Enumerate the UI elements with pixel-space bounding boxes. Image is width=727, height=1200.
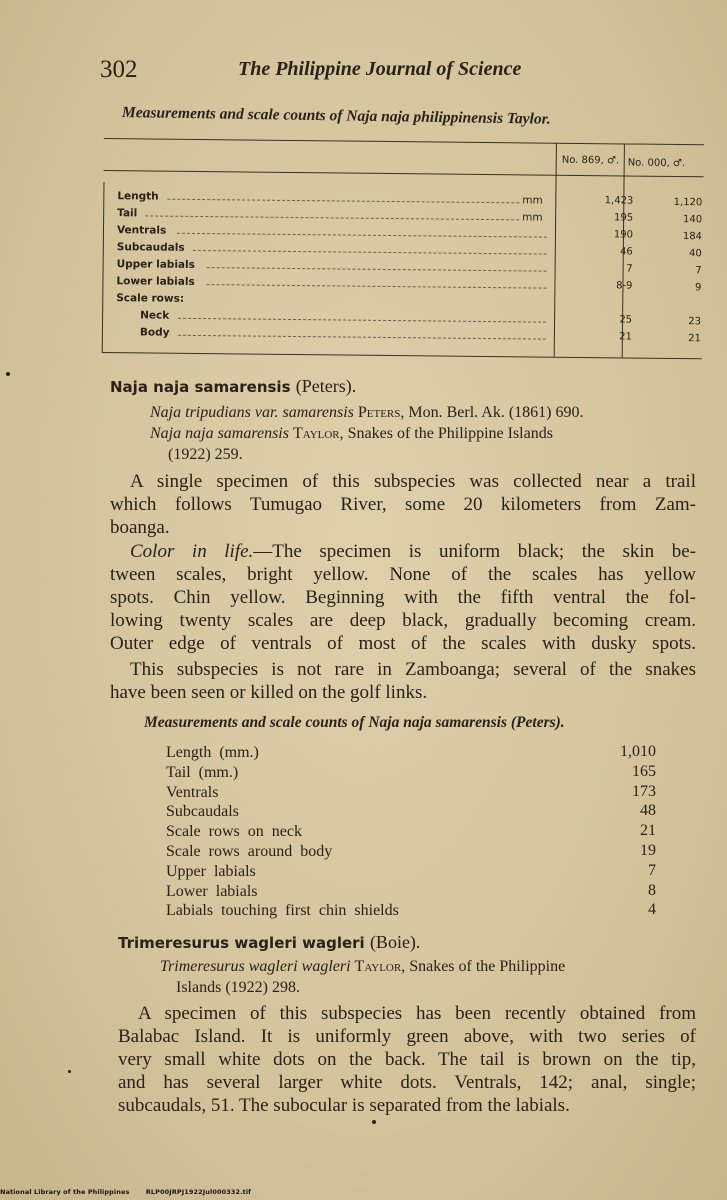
- species-heading-samarensis: Naja naja samarensis (Peters).: [110, 376, 357, 396]
- table-row: Tail (mm.) 165: [166, 762, 656, 781]
- table-row: Length mm 1,423 1,120: [117, 190, 703, 209]
- table1-caption: Measurements and scale counts of Naja naja philippinensis Taylor.: [121, 104, 551, 128]
- paragraph-rarity: This subspecies is not rare in Zamboanga; several of the snakes have been seen or killed on the golf links.: [110, 659, 696, 703]
- color-in-life-label: Color in life.: [130, 541, 254, 562]
- table2: [166, 744, 656, 922]
- table1-col-header-1: No. 869, ♂.: [561, 154, 620, 167]
- table1-left-rule: [102, 182, 105, 352]
- table-row: Scale rows on neck 21: [166, 822, 656, 841]
- table-row: Lower labials 8: [166, 881, 656, 900]
- ink-speck: [68, 1070, 71, 1073]
- page-number: 302: [100, 56, 138, 83]
- ink-speck: [372, 1120, 376, 1124]
- journal-title: The Philippine Journal of Science: [238, 58, 522, 80]
- table-row: Upper labials 7: [166, 861, 656, 880]
- synonym-1: Naja tripudians var. samarensis Peters, Mon. Berl. Ak. (1861) 690.: [150, 404, 584, 421]
- species-heading-wagleri: Trimeresurus wagleri wagleri (Boie).: [118, 932, 421, 952]
- synonym-wagleri: Trimeresurus wagleri wagleri Taylor, Snakes of the Philippine: [160, 958, 566, 975]
- table-row: Subcaudals 46 40: [116, 241, 702, 260]
- table-row: Body 21 21: [139, 326, 701, 345]
- table-row: Upper labials 7 7: [116, 258, 702, 277]
- table-row: Neck 25 23: [140, 309, 702, 328]
- table1-header-rule: [104, 170, 556, 176]
- paragraph-balabac: A specimen of this subspecies has been recently obtained from Balabac Island. It is uniformly green above, with two series of very small white dots on the back. The tail is brown on the tip, and has several larger white dots. Ventrals, 142; anal, single; subcaudals, 51. The subocular is separated from the labials.: [118, 1003, 696, 1116]
- table-row: Ventrals 190 184: [116, 224, 703, 243]
- table-row: Scale rows around body 19: [166, 841, 656, 860]
- table2-caption: Measurements and scale counts of Naja naja samarensis (Peters).: [144, 714, 565, 731]
- table-row: Lower labials 8-9 9: [116, 275, 702, 294]
- scan-footer: National Library of the Philippines RLP00JRPJ1922Jul000332.tif: [0, 1188, 252, 1196]
- paragraph-collection: A single specimen of this subspecies was collected near a trail which follows Tumugao River, some 20 kilometers from Zam- boanga.: [110, 471, 696, 538]
- table1-header-rule-cols: [556, 175, 704, 178]
- table1-top-rule: [104, 138, 704, 145]
- table-row: Scale rows:: [116, 292, 185, 305]
- ink-speck: [6, 372, 10, 376]
- table1-bottom-rule: [102, 352, 702, 359]
- table-row: Ventrals 173: [166, 782, 656, 801]
- table1: [102, 134, 704, 360]
- table-row: Tail mm 195 140: [117, 207, 703, 226]
- table1-col-header-2: No. 000, ♂.: [627, 157, 686, 170]
- synonym-2: Naja naja samarensis Taylor, Snakes of the Philippine Islands: [150, 425, 553, 442]
- table-row: Length (mm.) 1,010: [166, 743, 656, 761]
- table-row: Subcaudals 48: [166, 802, 656, 821]
- paragraph-color-in-life: Color in life.—The specimen is uniform black; the skin be- tween scales, bright yellow. None of the scales has yellow spots. Chin yellow. Beginning with the fifth ventral the fol- lowing twenty scales are deep black, gradually becoming cream. Outer edge of ventrals of most of the scales with dusky spots.: [110, 541, 696, 654]
- synonym-wagleri-continued: Islands (1922) 298.: [176, 979, 300, 996]
- synonym-2-continued: (1922) 259.: [168, 446, 243, 463]
- table-row: Labials touching first chin shields 4: [166, 901, 656, 920]
